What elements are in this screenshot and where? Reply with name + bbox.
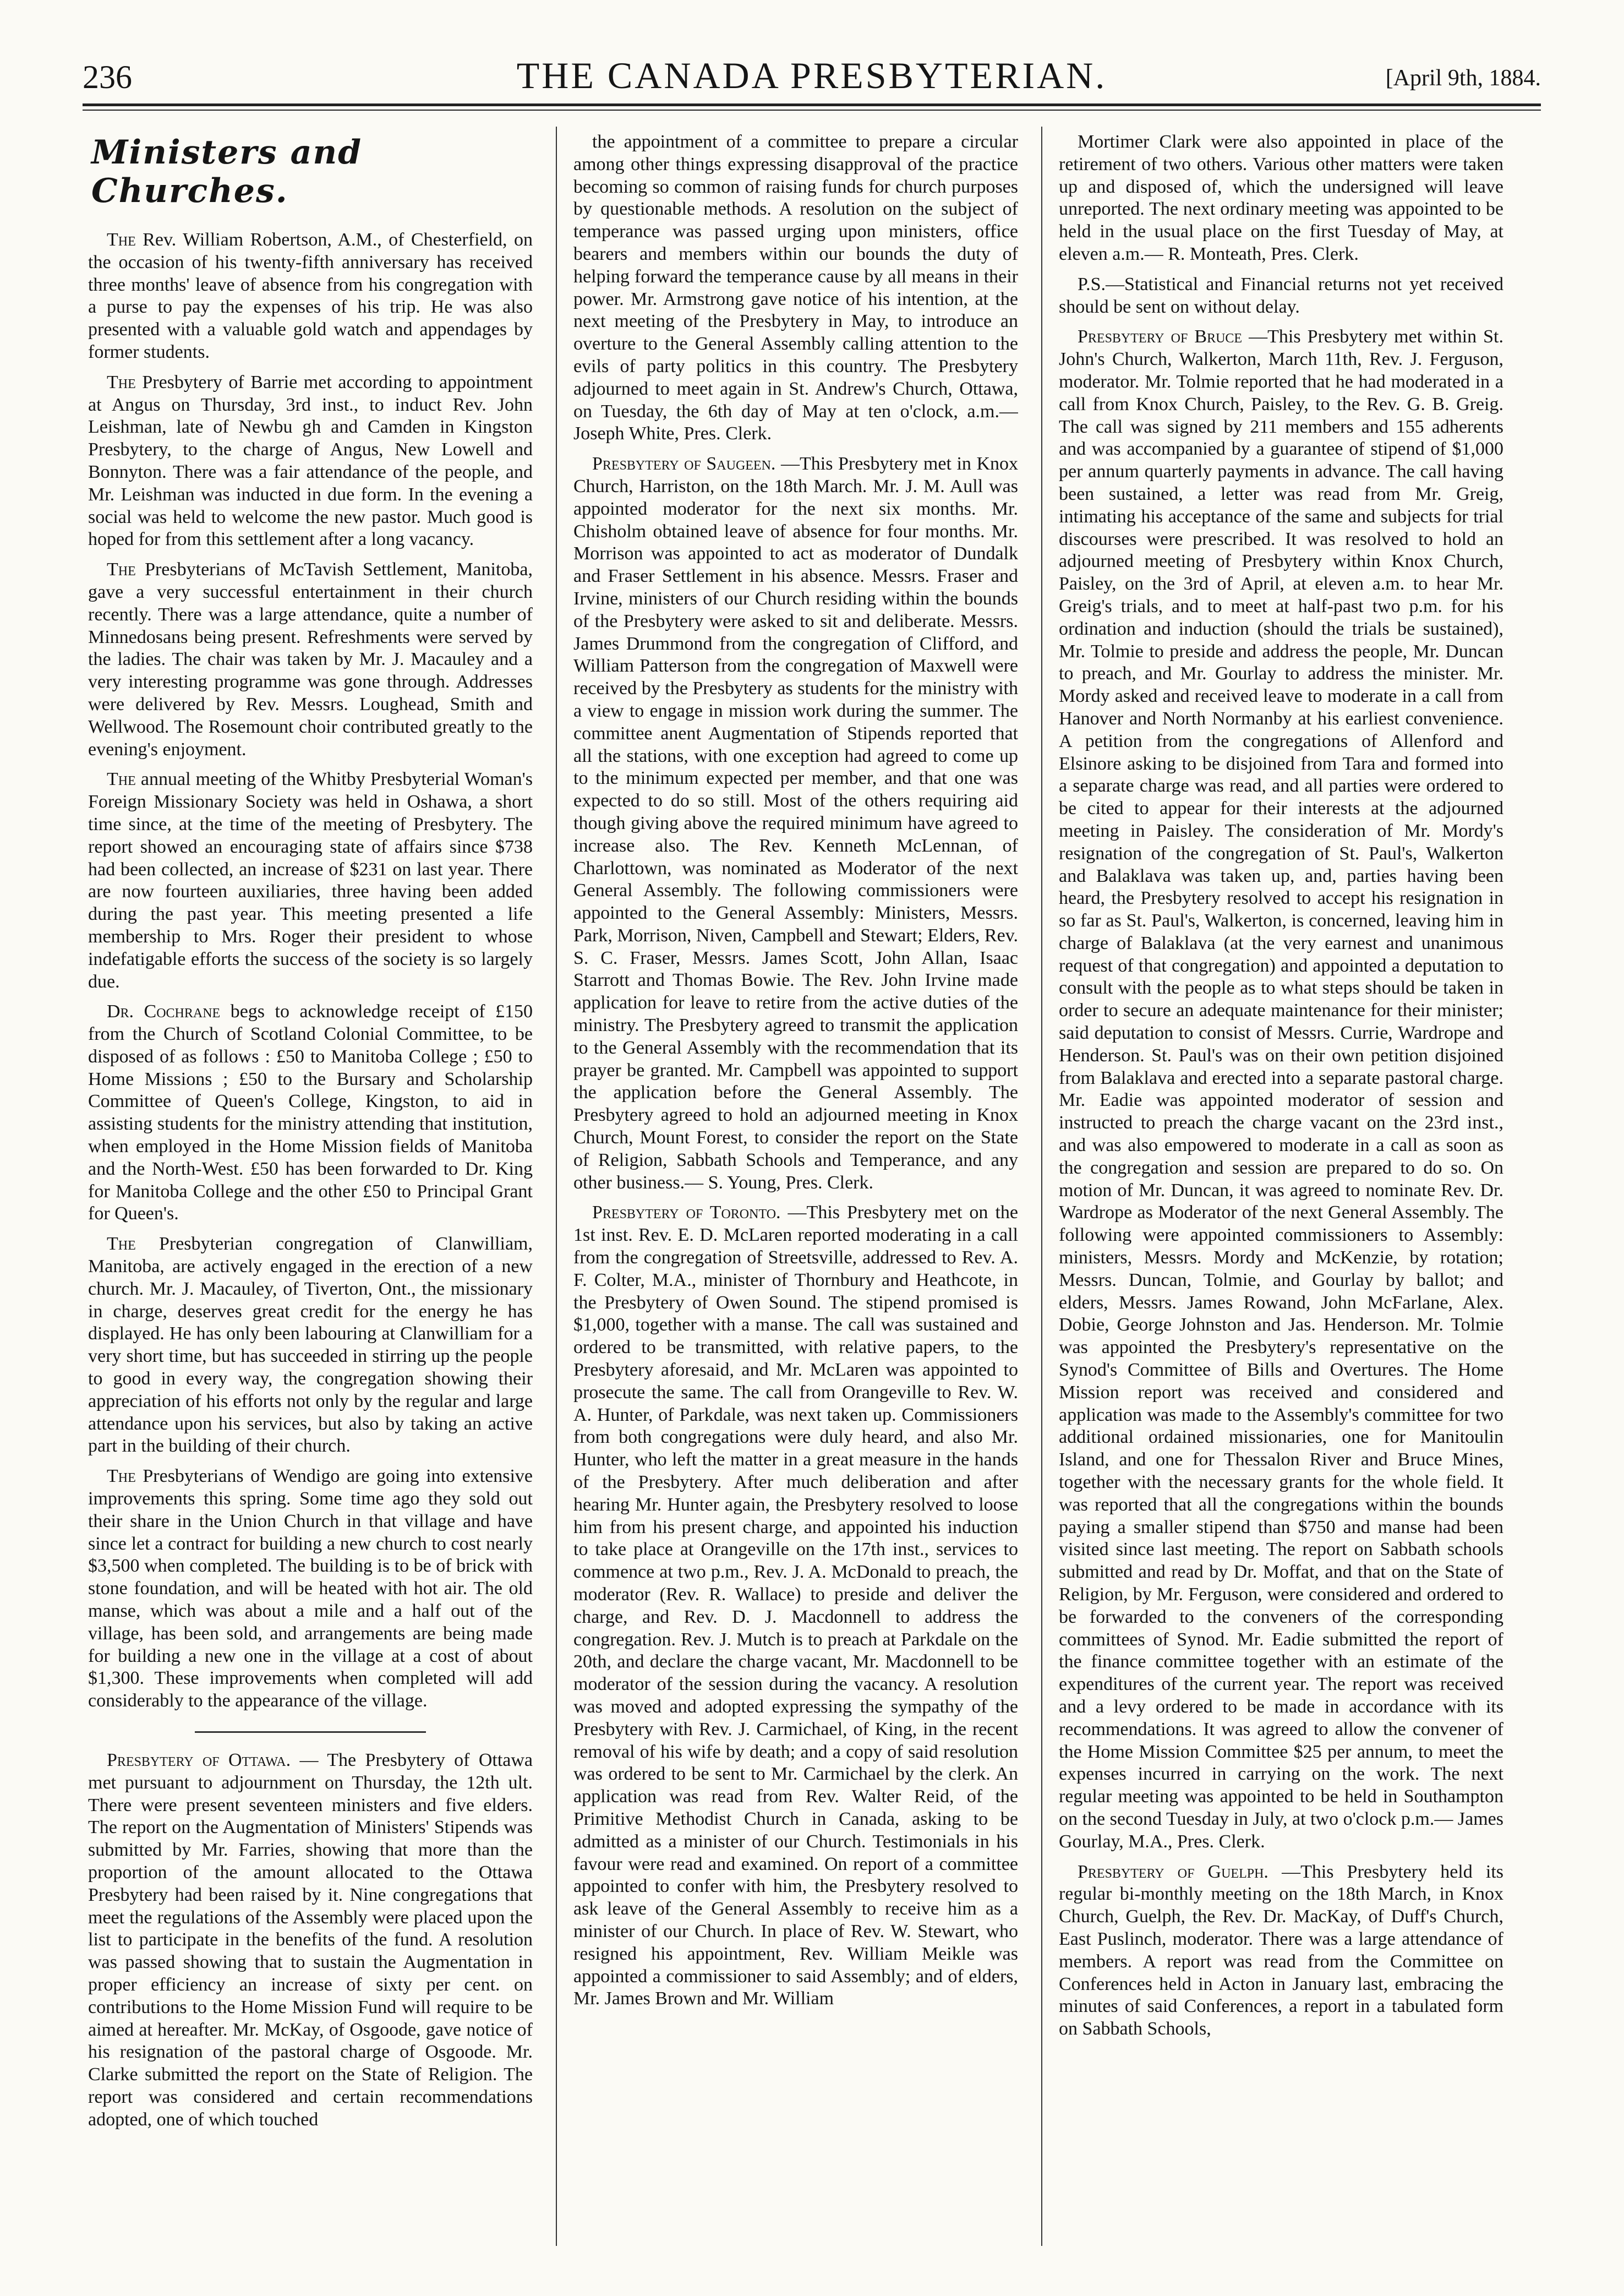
article-paragraph: [1059, 131, 1503, 266]
article-paragraph: [1059, 1861, 1503, 2041]
article-paragraph: [88, 229, 533, 364]
paragraph-lead: The: [107, 1466, 136, 1487]
article-paragraph: [88, 559, 533, 761]
column-3-body: [1059, 131, 1503, 2041]
paragraph-text: Rev. William Robertson, A.M., of Chesterfield, on the occasion of his twenty-fifth anniversary has received three months' leave of absence from his congregation with a purse to pay the expenses of his trip. He was also presented with a valuable gold watch and appendages by former students.: [88, 230, 533, 362]
article-paragraph: [88, 768, 533, 993]
column-2-body: [573, 131, 1018, 2010]
column-2: [573, 131, 1018, 2239]
column-divider: [556, 127, 557, 2246]
article-paragraph: [1059, 274, 1503, 319]
paragraph-lead: The: [107, 769, 136, 790]
column-3: [1059, 131, 1503, 2239]
paragraph-text: begs to acknowledge receipt of £150 from the Church of Scotland Colonial Committee, to be disposed of as follows : £50 to Manitoba College ; £50 to Home Missions ; £50 to the Bursary and Scholarship Committee of Queen's College, Kingston, to aid in assisting students for the ministry attending that institution, when employed in the Home Mission fields of Manitoba and the North-West. £50 has been forwarded to Dr. King for Manitoba College and the other £50 to Principal Grant for Queen's.: [88, 1001, 533, 1224]
paragraph-text: annual meeting of the Whitby Presbyterial Woman's Foreign Missionary Society was held in Oshawa, a short time since, at the time of the meeting of Presbytery. The report showed an encouraging state of affairs since $738 had been collected, an increase of $231 on last year. There are now fourteen auxiliaries, three having been added during the past year. This meeting presented a life membership to Mrs. Roger their president to whose indefatigable efforts the success of the society is so largely due.: [88, 769, 533, 992]
header-rule-thick: [83, 103, 1541, 106]
article-paragraph: [88, 1465, 533, 1713]
paragraph-lead: The: [107, 372, 136, 392]
section-heading: Ministers and Churches.: [91, 133, 363, 210]
paragraph-text: — The Presbytery of Ottawa met pursuant to adjournment on Thursday, the 12th ult. There were present seventeen ministers and five elders. The report on the Augmentation of Ministers' Stipends was submitted by Mr. Farries, showing that more than the proportion of the amount allocated to the Ottawa Presbytery had been raised by it. Nine congregations that meet the regulations of the Assembly were placed upon the list to participate in the benefits of the fund. A resolution was passed showing that to sustain the Augmentation in proper efficiency an increase of sixty per cent. on contributions to the Home Mission Fund will require to be aimed at hereafter. Mr. McKay, of Osgoode, gave notice of his resignation of the pastoral charge of Osgoode. Mr. Clarke submitted the report on the State of Religion. The report was considered and certain recommendations adopted, one of which touched: [88, 1750, 533, 2130]
paragraph-lead: The: [107, 559, 136, 580]
article-paragraph: [573, 1202, 1018, 2010]
paragraph-text: Presbyterians of McTavish Settlement, Manitoba, gave a very successful entertainment in their church recently. There was a large attendance, quite a number of Minnedosans being present. Refreshments were served by the ladies. The chair was taken by Mr. J. Macauley and a very interesting programme was gone through. Addresses were delivered by Rev. Messrs. Loughead, Smith and Wellwood. The Rosemount choir contributed greatly to the evening's enjoyment.: [88, 559, 533, 760]
article-paragraph: [573, 131, 1018, 445]
paragraph-lead: Presbytery of Saugeen.: [592, 454, 776, 475]
paragraph-text: —This Presbytery met on the 1st inst. Rev. E. D. McLaren reported moderating in a call from the congregation of Streetsville, addressed to Rev. A. F. Colter, M.A., minister of Thornbury and Heathcote, in the Presbytery of Owen Sound. The stipend promised is $1,000, together with a manse. The call was sustained and ordered to be transmitted, with relative papers, to the Presbytery aforesaid, and Mr. McLaren was appointed to prosecute the same. The call from Orangeville to Rev. W. A. Hunter, of Parkdale, was next taken up. Commissioners from both congregations were duly heard, and also Mr. Hunter, who left the matter in a great measure in the hands of the Presbytery. After much deliberation and after hearing Mr. Hunter again, the Presbytery resolved to loose him from his present charge, and appointed his induction to take place at Orangeville on the 17th inst., services to commence at two p.m., Rev. J. A. McDonald to preach, the moderator (Rev. R. Wallace) to preside and deliver the charge, and Rev. D. J. Macdonnell to address the congregation. Rev. J. Mutch is to preach at Parkdale on the 20th, and declare the charge vacant, Mr. Macdonnell to be moderator of the session during the vacancy. A resolution was moved and adopted expressing the sympathy of the Presbytery with Rev. J. Carmichael, of King, in the recent removal of his wife by death; and a copy of said resolution was ordered to be sent to Mr. Carmichael by the clerk. An application was read from Rev. Walter Reid, of the Primitive Methodist Church in Canada, asking to be admitted as a minister of our Church. Testimonials in his favour were read and examined. On report of a committee appointed to confer with him, the Presbytery resolved to ask leave of the General Assembly to receive him as a minister of our Church. In place of Rev. W. Stewart, who resigned his appointment, Rev. William Meikle was appointed a commissioner to said Assembly; and of elders, Mr. James Brown and Mr. William: [573, 1202, 1018, 2009]
paragraph-text: Presbyterian congregation of Clanwilliam, Manitoba, are actively engaged in the erection of a new church. Mr. J. Macauley, of Tiverton, Ont., the missionary in charge, deserves great credit for the energy he has displayed. He has only been labouring at Clanwilliam for a very short time, but has succeeded in stirring up the people to good in every way, the congregation showing their appreciation of his efforts not only by the regular and large attendance upon his services, but also by taking an active part in the building of their church.: [88, 1234, 533, 1457]
paragraph-text: Mortimer Clark were also appointed in place of the retirement of two others. Various other matters were taken up and disposed of, which the undersigned will leave unreported. The next ordinary meeting was appointed to be held in the usual place on the first Tuesday of May, at eleven a.m.— R. Monteath, Pres. Clerk.: [1059, 132, 1503, 264]
article-paragraph: [88, 1001, 533, 1225]
paragraph-text: Presbytery of Barrie met according to appointment at Angus on Thursday, 3rd inst., to induct Rev. John Leishman, late of Newbu gh and Camden in Kingston Presbytery, to the charge of Angus, New Lowell and Bonnyton. There was a fair attendance of the people, and Mr. Leishman was inducted in due form. In the evening a social was held to welcome the new pastor. Much good is hoped for from this settlement after a long vacancy.: [88, 372, 533, 550]
article-paragraph: [1059, 326, 1503, 1853]
paragraph-lead: The: [107, 1234, 136, 1255]
page-number: 236: [83, 59, 132, 95]
column-1: [88, 131, 533, 2239]
article-paragraph: [88, 1749, 533, 2131]
paragraph-text: —This Presbytery held its regular bi-monthly meeting on the 18th March, in Knox Church, Guelph, the Rev. Dr. MacKay, of Duff's Church, East Puslinch, moderator. There was a large attendance of members. A report was read from the Committee on Conferences held in Acton in January last, embracing the minutes of said Conferences, a report in a tabulated form on Sabbath Schools,: [1059, 1861, 1503, 2039]
paragraph-lead: Dr. Cochrane: [107, 1001, 221, 1022]
paragraph-lead: Presbytery of Bruce: [1078, 326, 1243, 347]
paragraph-lead: The: [107, 230, 136, 250]
publication-title: THE CANADA PRESBYTERIAN.: [516, 54, 1107, 96]
issue-date: [April 9th, 1884.: [1385, 66, 1541, 91]
paragraph-text: P.S.—Statistical and Financial returns not yet received should be sent on without delay.: [1059, 274, 1503, 317]
column-divider: [1041, 127, 1042, 2246]
section-separator: [195, 1731, 426, 1733]
paragraph-lead: Presbytery of Guelph.: [1078, 1861, 1268, 1882]
paragraph-text: Presbyterians of Wendigo are going into extensive improvements this spring. Some time ago they sold out their share in the Union Church in that village and have since let a contract for building a new church to cost nearly $3,500 when completed. The building is to be of brick with stone foundation, and will be heated with hot air. The old manse, which was about a mile and a half out of the village, has been sold, and arrangements are being made for building a new one in the village at a cost of about $1,300. These improvements when completed will add considerably to the appearance of the village.: [88, 1466, 533, 1711]
page-header: [83, 47, 1541, 108]
column-1-body: [88, 229, 533, 2131]
paragraph-text: —This Presbytery met within St. John's Church, Walkerton, March 11th, Rev. J. Ferguson, moderator. Mr. Tolmie reported that he had moderated in a call from Knox Church, Paisley, to the Rev. G. B. Greig. The call was signed by 211 members and 155 adherents and was accompanied by a guarantee of stipend of $1,000 per annum quarterly payments in advance. The call having been sustained, a letter was read from Mr. Greig, intimating his acceptance of the same and subjects for trial discourses were prescribed. It was resolved to hold an adjourned meeting of Presbytery within Knox Church, Paisley, on the 3rd of April, at eleven a.m. to hear Mr. Greig's trials, and to meet at half-past two p.m. for his ordination and induction (should the trials be sustained), Mr. Tolmie to preside and address the people, Mr. Duncan to preach, and Mr. Gourlay to address the minister. Mr. Mordy asked and received leave to moderate in a call from Hanover and North Normanby at his earliest convenience. A petition from the congregations of Allenford and Elsinore asking to be disjoined from Tara and formed into a separate charge was read, and all parties were ordered to be cited to appear for their interests at the adjourned meeting in Paisley. The consideration of Mr. Mordy's resignation of the congregation of St. Paul's, Walkerton and Balaklava was taken up, and, parties having been heard, the Presbytery resolved to accept his resignation in so far as St. Paul's, Walkerton, is concerned, leaving him in charge of Balaklava (at the very earnest and unanimous request of that congregation) and appointed a deputation to consult with the people as to what steps should be taken in order to secure an adequate maintenance for their minister; said deputation to consist of Messrs. Currie, Wardrope and Henderson. St. Paul's was on their own petition disjoined from Balaklava and erected into a separate pastoral charge. Mr. Eadie was appointed moderator of session and instructed to preach the charge vacant on the 23rd inst., and was also empowered to moderate in a call as soon as the congregation and session are prepared to do so. On motion of Mr. Duncan, it was agreed to nominate Rev. Dr. Wardrope as Moderator of the next General Assembly. The following were appointed commissioners to Assembly: ministers, Messrs. Mordy and McKenzie, by rotation; Messrs. Duncan, Tolmie, and Gourlay by ballot; and elders, Messrs. James Rowand, John McFarlane, Alex. Dobie, George Johnston and Jas. Henderson. Mr. Tolmie was appointed the Presbytery's representative on the Synod's Committee of Bills and Overtures. The Home Mission report was received and considered and application was made to the Assembly's committee for two additional ordained missionaries, one for Manitoulin Island, and one for Thessalon River and Bruce Mines, together with the necessary grants for the whole field. It was reported that all the congregations within the bounds paying a smaller stipend than $750 and manse had been visited since last meeting. The report on Sabbath schools submitted and read by Dr. Moffat, and that on the State of Religion, by Mr. Ferguson, were considered and ordered to be forwarded to the conveners of the corresponding committees of Synod. Mr. Eadie submitted the report of the finance committee together with an estimate of the expenditures of the current year. The report was received and a levy ordered to be made in accordance with its recommendations. It was agreed to allow the convener of the Home Mission Committee $25 per annum, to meet the expenses incurred in carrying on the work. The next regular meeting was appointed to be held in Southampton on the second Tuesday in July, at two o'clock p.m.— James Gourlay, M.A., Pres. Clerk.: [1059, 326, 1503, 1852]
paragraph-text: the appointment of a committee to prepare a circular among other things expressing disapproval of the practice becoming so common of raising funds for church purposes by questionable methods. A resolution on the subject of temperance was passed urging upon ministers, office bearers and members within our bounds the duty of helping forward the temperance cause by all means in their power. Mr. Armstrong gave notice of his intention, at the next meeting of the Presbytery in May, to introduce an overture to the General Assembly calling attention to the evils of party politics in this country. The Presbytery adjourned to meet again in St. Andrew's Church, Ottawa, on Tuesday, the 6th day of May at ten o'clock, a.m.— Joseph White, Pres. Clerk.: [573, 132, 1018, 444]
paragraph-lead: Presbytery of Ottawa.: [107, 1750, 291, 1770]
header-rule-thin: [83, 110, 1541, 111]
paragraph-text: —This Presbytery met in Knox Church, Harriston, on the 18th March. Mr. J. M. Aull was appointed moderator for the next six months. Mr. Chisholm obtained leave of absence for four months. Mr. Morrison was appointed to act as moderator of Dundalk and Fraser Settlement in his absence. Messrs. Fraser and Irvine, ministers of our Church residing within the bounds of the Presbytery were asked to sit and deliberate. Messrs. James Drummond from the congregation of Clifford, and William Patterson from the congregation of Maxwell were received by the Presbytery as students for the ministry with a view to engage in mission work during the summer. The committee anent Augmentation of Stipends reported that all the stations, with one exception had agreed to come up to the minimum expected per member, and that one was expected to do so still. Most of the others requiring aid though giving above the required minimum have agreed to increase also. The Rev. Kenneth McLennan, of Charlottown, was nominated as Moderator of the next General Assembly. The following commissioners were appointed to the General Assembly: Ministers, Messrs. Park, Morrison, Niven, Campbell and Stewart; Elders, Rev. S. C. Fraser, Messrs. James Scott, John Allan, Isaac Starrott and Thomas Bowie. The Rev. John Irvine made application for leave to retire from the active duties of the ministry. The Presbytery agreed to transmit the application to the General Assembly with the recommendation that its prayer be granted. Mr. Campbell was appointed to support the application before the General Assembly. The Presbytery agreed to hold an adjourned meeting in Knox Church, Mount Forest, to consider the report on the State of Religion, Sabbath Schools and Temperance, and any other business.— S. Young, Pres. Clerk.: [573, 454, 1018, 1193]
article-paragraph: [88, 1233, 533, 1458]
article-paragraph: [573, 453, 1018, 1194]
article-paragraph: [88, 372, 533, 551]
paragraph-lead: Presbytery of Toronto.: [592, 1202, 781, 1223]
